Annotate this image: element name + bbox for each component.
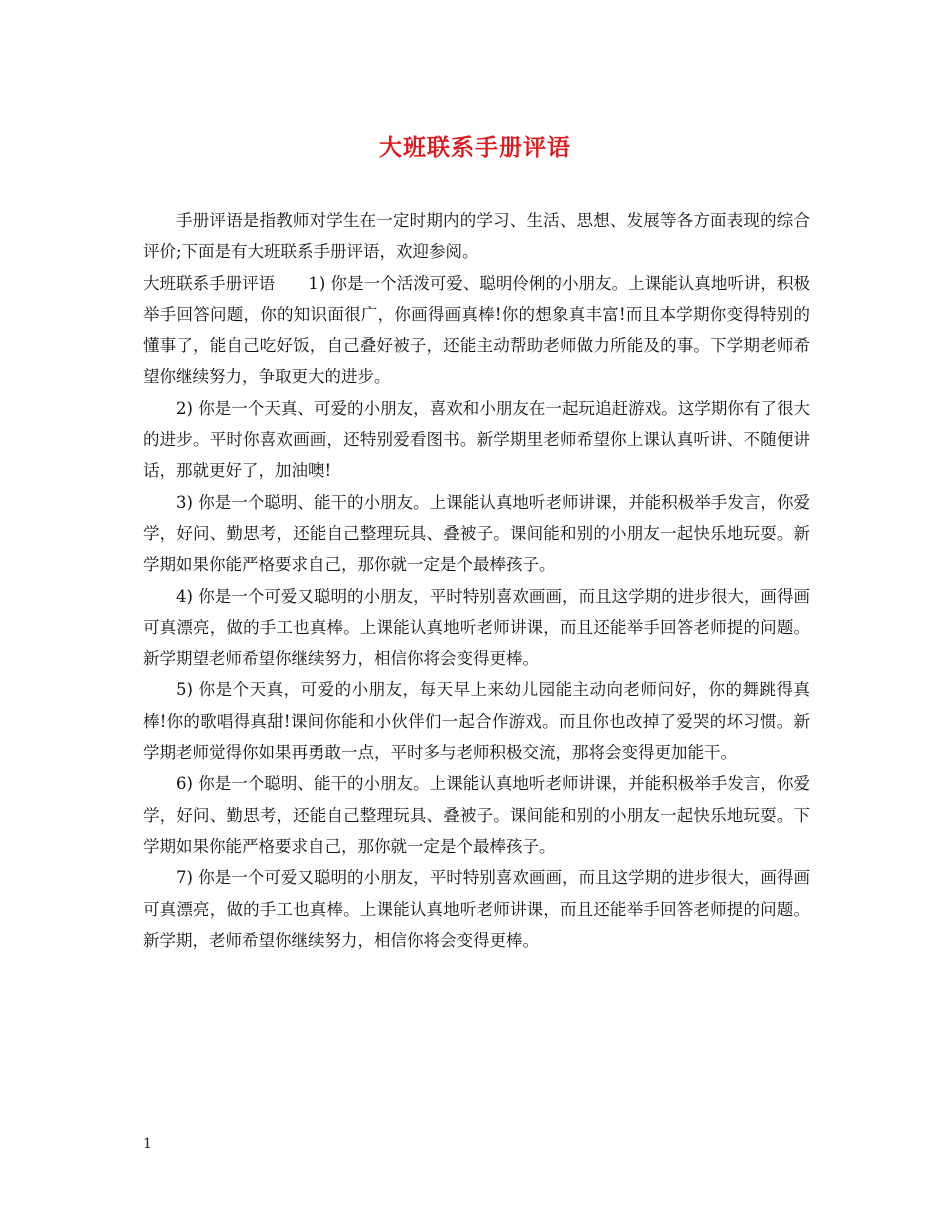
comment-paragraph-2: 2) 你是一个天真、可爱的小朋友，喜欢和小朋友在一起玩追赶游戏。这学期你有了很大的进步。平时你喜欢画画，还特别爱看图书。新学期里老师希望你上课认真听讲、不随便讲话，那就更好了，加油噢! (143, 398, 810, 481)
document-body (143, 205, 810, 956)
document-title: 大班联系手册评语 (379, 134, 571, 161)
comment-paragraph-4: 4) 你是一个可爱又聪明的小朋友，平时特别喜欢画画，而且这学期的进步很大，画得画可真漂亮，做的手工也真棒。上课能认真地听老师讲课，而且还能举手回答老师提的问题。新学期望老师希望你继续努力，相信你将会变得更棒。 (143, 586, 810, 669)
comment-paragraph-3: 3) 你是一个聪明、能干的小朋友。上课能认真地听老师讲课，并能积极举手发言，你爱学，好问、勤思考，还能自己整理玩具、叠被子。课间能和别的小朋友一起快乐地玩耍。新学期如果你能严格要求自己，那你就一定是个最棒孩子。 (143, 492, 810, 575)
comment-paragraph-5: 5) 你是个天真，可爱的小朋友，每天早上来幼儿园能主动向老师问好，你的舞跳得真棒!你的歌唱得真甜!课间你能和小伙伴们一起合作游戏。而且你也改掉了爱哭的坏习惯。新学期老师觉得你如果再勇敢一点，平时多与老师积极交流，那将会变得更加能干。 (143, 680, 810, 763)
comment-paragraph-7: 7) 你是一个可爱又聪明的小朋友，平时特别喜欢画画，而且这学期的进步很大，画得画可真漂亮，做的手工也真棒。上课能认真地听老师讲课，而且还能举手回答老师提的问题。新学期，老师希望你继续努力，相信你将会变得更棒。 (143, 868, 810, 950)
intro-paragraph: 手册评语是指教师对学生在一定时期内的学习、生活、思想、发展等各方面表现的综合评价;下面是有大班联系手册评语，欢迎参阅。 (143, 211, 810, 262)
comment-paragraph-1: 大班联系手册评语 1) 你是一个活泼可爱、聪明伶俐的小朋友。上课能认真地听讲，积极举手回答问题，你的知识面很广，你画得画真棒!你的想象真丰富!而且本学期你变得特别的懂事了，能自己吃好饭，自己叠好被子，还能主动帮助老师做力所能及的事。下学期老师希望你继续努力，争取更大的进步。 (143, 273, 810, 387)
comment-paragraph-6: 6) 你是一个聪明、能干的小朋友。上课能认真地听老师讲课，并能积极举手发言，你爱学，好问、勤思考，还能自己整理玩具、叠被子。课间能和别的小朋友一起快乐地玩耍。下学期如果你能严格要求自己，那你就一定是个最棒孩子。 (143, 774, 810, 856)
page-number: 1 (143, 1136, 152, 1152)
